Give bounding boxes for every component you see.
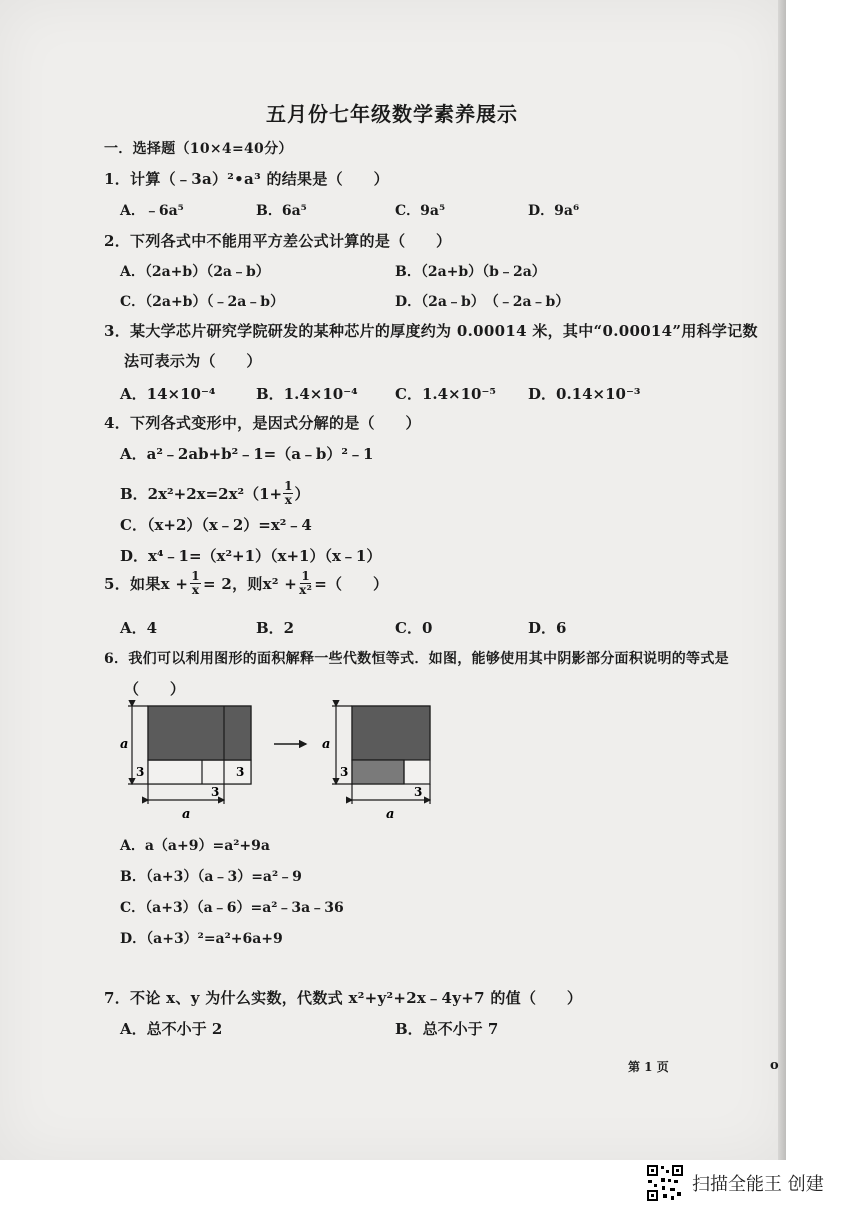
page-title: 五月份七年级数学素养展示 <box>266 102 518 126</box>
fig-label-a-left: a <box>120 737 129 752</box>
q7-option-b: B．总不小于 7 <box>395 1020 499 1038</box>
scanner-watermark: 扫描全能王 创建 <box>692 1174 824 1195</box>
q5-option-b: B．2 <box>256 619 295 637</box>
q1-option-c: C．9a⁵ <box>395 203 446 219</box>
fig-label-3-bottom: 3 <box>211 785 220 799</box>
q5-suffix: =（ ） <box>314 575 389 593</box>
q5-fraction-1 <box>190 570 201 597</box>
page-number: 第 1 页 <box>628 1060 669 1074</box>
q4-option-d: D．x⁴﹣1=（x²+1）（x+1）（x﹣1） <box>120 547 382 565</box>
q4-option-b-text: B．2x²+2x=2x²（1+ <box>120 485 283 503</box>
qr-code-icon <box>646 1164 684 1202</box>
section-heading: 一．选择题（10×4=40分） <box>104 141 293 157</box>
question-2: 2．下列各式中不能用平方差公式计算的是（ ） <box>104 232 452 250</box>
fig2-label-3-left: 3 <box>340 765 349 779</box>
q1-option-a: A．﹣6a⁵ <box>120 203 184 219</box>
question-5 <box>104 570 388 597</box>
q6-option-b: B．（a+3）（a﹣3）=a²﹣9 <box>120 869 302 885</box>
question-1: 1．计算（﹣3a）²•a³ 的结果是（ ） <box>104 170 389 188</box>
q5-mid: = 2，则x² + <box>202 575 298 593</box>
q4-option-a: A．a²﹣2ab+b²﹣1=（a﹣b）²﹣1 <box>120 445 374 463</box>
q2-option-c: C．（2a+b）（﹣2a﹣b） <box>120 294 285 310</box>
q1-option-d: D．9a⁶ <box>528 203 580 219</box>
q5-frac2-num: 1 <box>301 569 310 583</box>
question-7: 7．不论 x、y 为什么实数，代数式 x²+y²+2x﹣4y+7 的值（ ） <box>104 989 583 1007</box>
fig2-label-a-left: a <box>322 737 331 752</box>
question-3-line2: 法可表示为（ ） <box>124 352 262 370</box>
q3-option-c: C．1.4×10⁻⁵ <box>395 385 496 403</box>
q2-option-b: B．（2a+b）（b﹣2a） <box>395 264 546 280</box>
q5-option-d: D．6 <box>528 619 567 637</box>
q5-option-c: C．0 <box>395 619 433 637</box>
area-figure <box>118 700 458 825</box>
q6-option-c: C．（a+3）（a﹣6）=a²﹣3a﹣36 <box>120 900 344 916</box>
q5-frac1-num: 1 <box>191 569 200 583</box>
question-3-line1: 3．某大学芯片研究学院研发的某种芯片的厚度约为 0.00014 米，其中“0.00014”用科学记数 <box>104 322 758 340</box>
q2-option-a: A．（2a+b）（2a﹣b） <box>120 264 270 280</box>
fig2-label-3-bottom: 3 <box>414 785 423 799</box>
fig-label-3-right: 3 <box>236 765 245 779</box>
q3-option-a: A．14×10⁻⁴ <box>120 385 216 403</box>
q4-frac-den: x <box>284 493 292 507</box>
q5-fraction-2 <box>299 570 312 597</box>
q5-option-a: A．4 <box>120 619 158 637</box>
binding-mark: o <box>770 1058 779 1073</box>
fig-label-a-bottom: a <box>182 807 191 822</box>
q5-prefix: 5．如果x + <box>104 575 189 593</box>
q4-option-b <box>120 480 309 507</box>
q2-option-d: D．（2a﹣b） （﹣2a﹣b） <box>395 294 570 310</box>
q3-option-d: D．0.14×10⁻³ <box>528 385 641 403</box>
right-shaded-rect <box>352 706 430 760</box>
q4-option-b-close: ） <box>294 485 310 503</box>
q3-option-b: B．1.4×10⁻⁴ <box>256 385 358 403</box>
fig-label-3-left: 3 <box>136 765 145 779</box>
q4-frac-num: 1 <box>284 479 293 493</box>
paper-edge <box>778 0 786 1160</box>
q4-fraction <box>283 480 293 507</box>
fig2-label-a-bottom: a <box>386 807 395 822</box>
q7-option-a: A．总不小于 2 <box>120 1020 223 1038</box>
question-6-line1: 6．我们可以利用图形的面积解释一些代数恒等式．如图，能够使用其中阴影部分面积说明的等式是 <box>104 651 729 667</box>
question-4: 4．下列各式变形中，是因式分解的是（ ） <box>104 414 421 432</box>
q1-option-b: B．6a⁵ <box>256 203 307 219</box>
q5-frac1-den: x <box>191 583 200 597</box>
q6-option-d: D．（a+3）²=a²+6a+9 <box>120 931 283 947</box>
q4-option-c: C．（x+2）（x﹣2）=x²﹣4 <box>120 516 312 534</box>
q6-option-a: A．a（a+9）=a²+9a <box>120 838 270 854</box>
q5-frac2-den: x² <box>299 583 313 597</box>
question-6-line2: （ ） <box>124 680 186 698</box>
